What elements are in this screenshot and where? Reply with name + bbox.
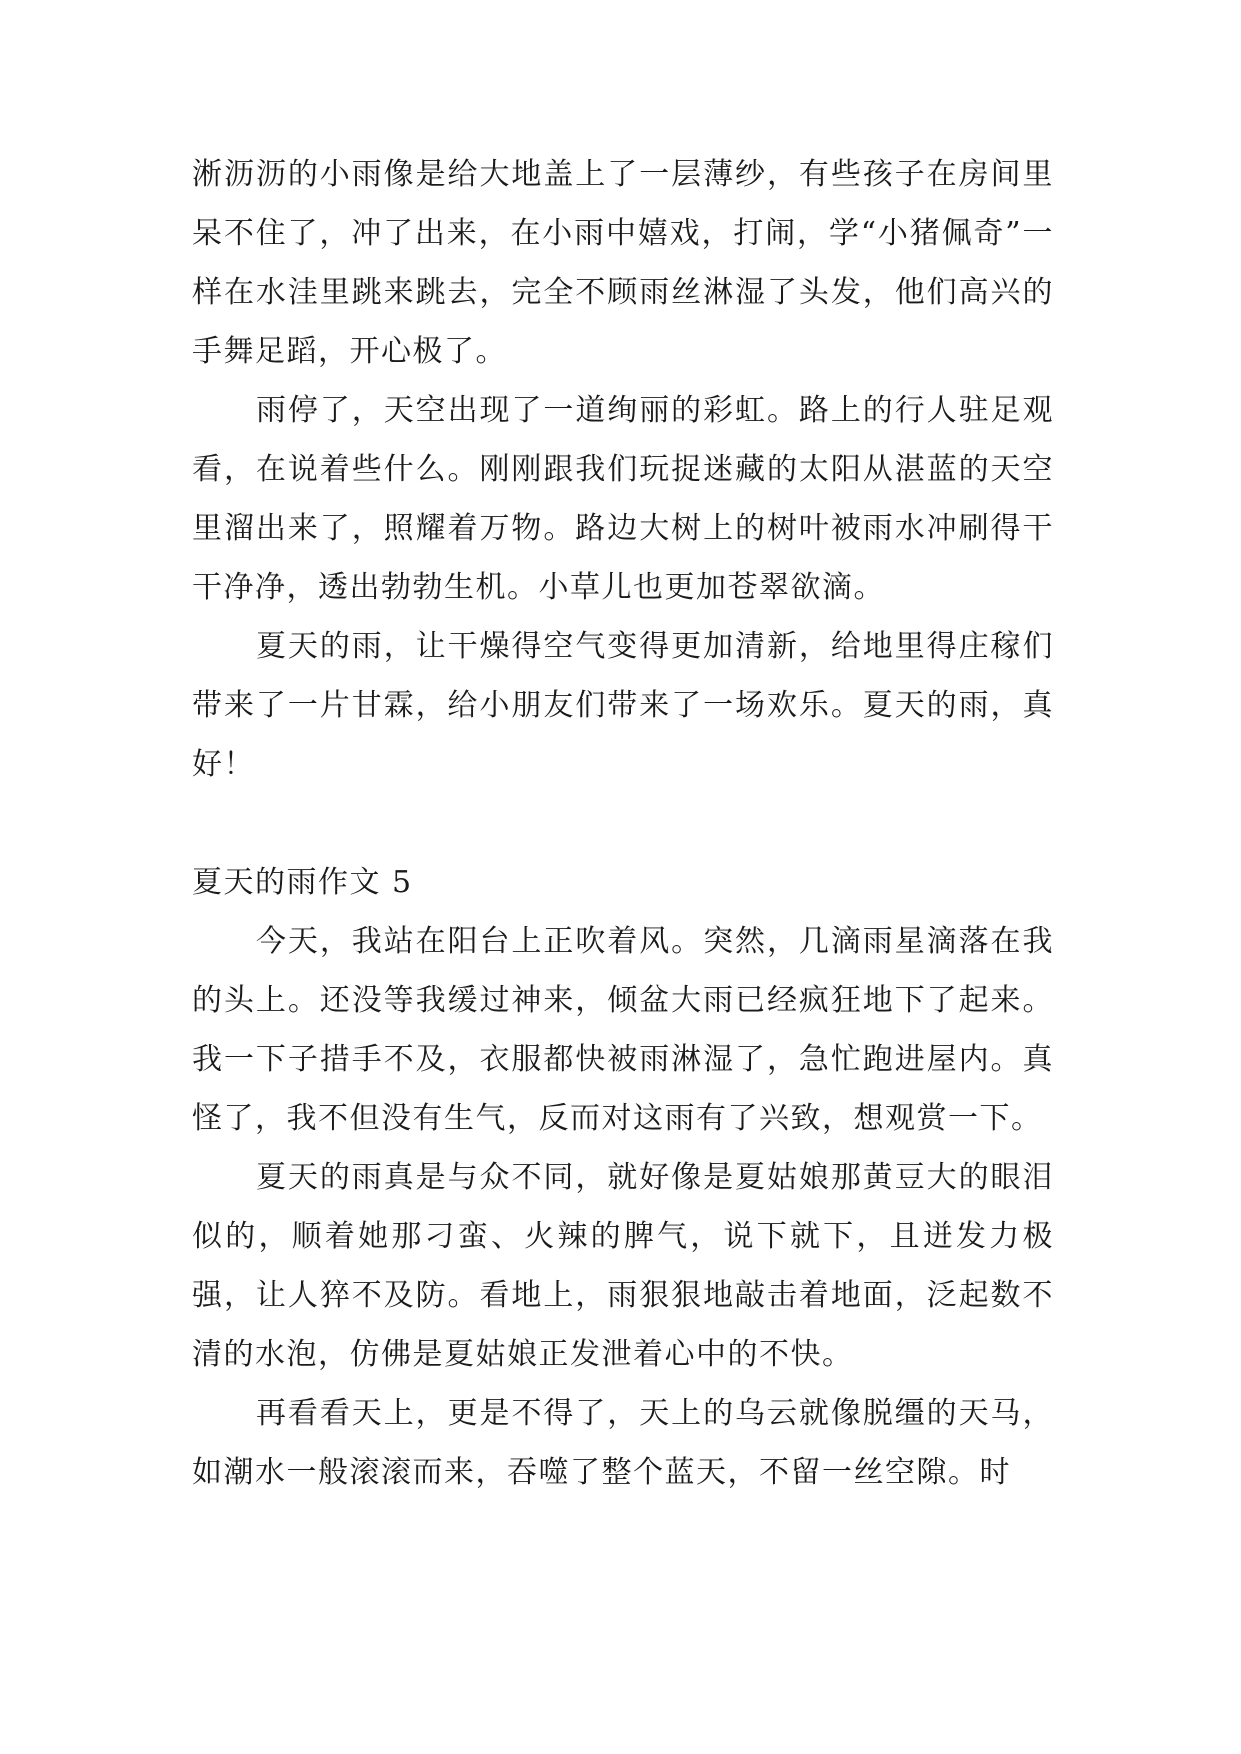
section-spacer xyxy=(192,794,1054,853)
paragraph: 再看看天上，更是不得了，天上的乌云就像脱缰的天马，如潮水一般滚滚而来，吞噬了整个蓝天，不留一丝空隙。时 xyxy=(192,1396,1054,1490)
paragraph: 夏天的雨真是与众不同，就好像是夏姑娘那黄豆大的眼泪似的，顺着她那刁蛮、火辣的脾气，说下就下，且迸发力极强，让人猝不及防。看地上，雨狠狠地敲击着地面，泛起数不清的水泡，仿佛是夏姑娘正发泄着心中的不快。 xyxy=(192,1160,1054,1372)
paragraph: 夏天的雨，让干燥得空气变得更加清新，给地里得庄稼们带来了一片甘霖，给小朋友们带来了一场欢乐。夏天的雨，真好！ xyxy=(192,629,1054,782)
paragraph: 淅沥沥的小雨像是给大地盖上了一层薄纱，有些孩子在房间里呆不住了，冲了出来，在小雨中嬉戏，打闹，学“小猪佩奇”一样在水洼里跳来跳去，完全不顾雨丝淋湿了头发，他们高兴的手舞足蹈，开心极了。 xyxy=(192,157,1054,369)
paragraph: 雨停了，天空出现了一道绚丽的彩虹。路上的行人驻足观看，在说着些什么。刚刚跟我们玩捉迷藏的太阳从湛蓝的天空里溜出来了，照耀着万物。路边大树上的树叶被雨水冲刷得干干净净，透出勃勃生机。小草儿也更加苍翠欲滴。 xyxy=(192,393,1054,605)
paragraph: 今天，我站在阳台上正吹着风。突然，几滴雨星滴落在我的头上。还没等我缓过神来，倾盆大雨已经疯狂地下了起来。我一下子措手不及，衣服都快被雨淋湿了，急忙跑进屋内。真怪了，我不但没有生气，反而对这雨有了兴致，想观赏一下。 xyxy=(192,924,1054,1136)
section-title: 夏天的雨作文 5 xyxy=(192,865,413,900)
document-page xyxy=(192,145,1054,1502)
